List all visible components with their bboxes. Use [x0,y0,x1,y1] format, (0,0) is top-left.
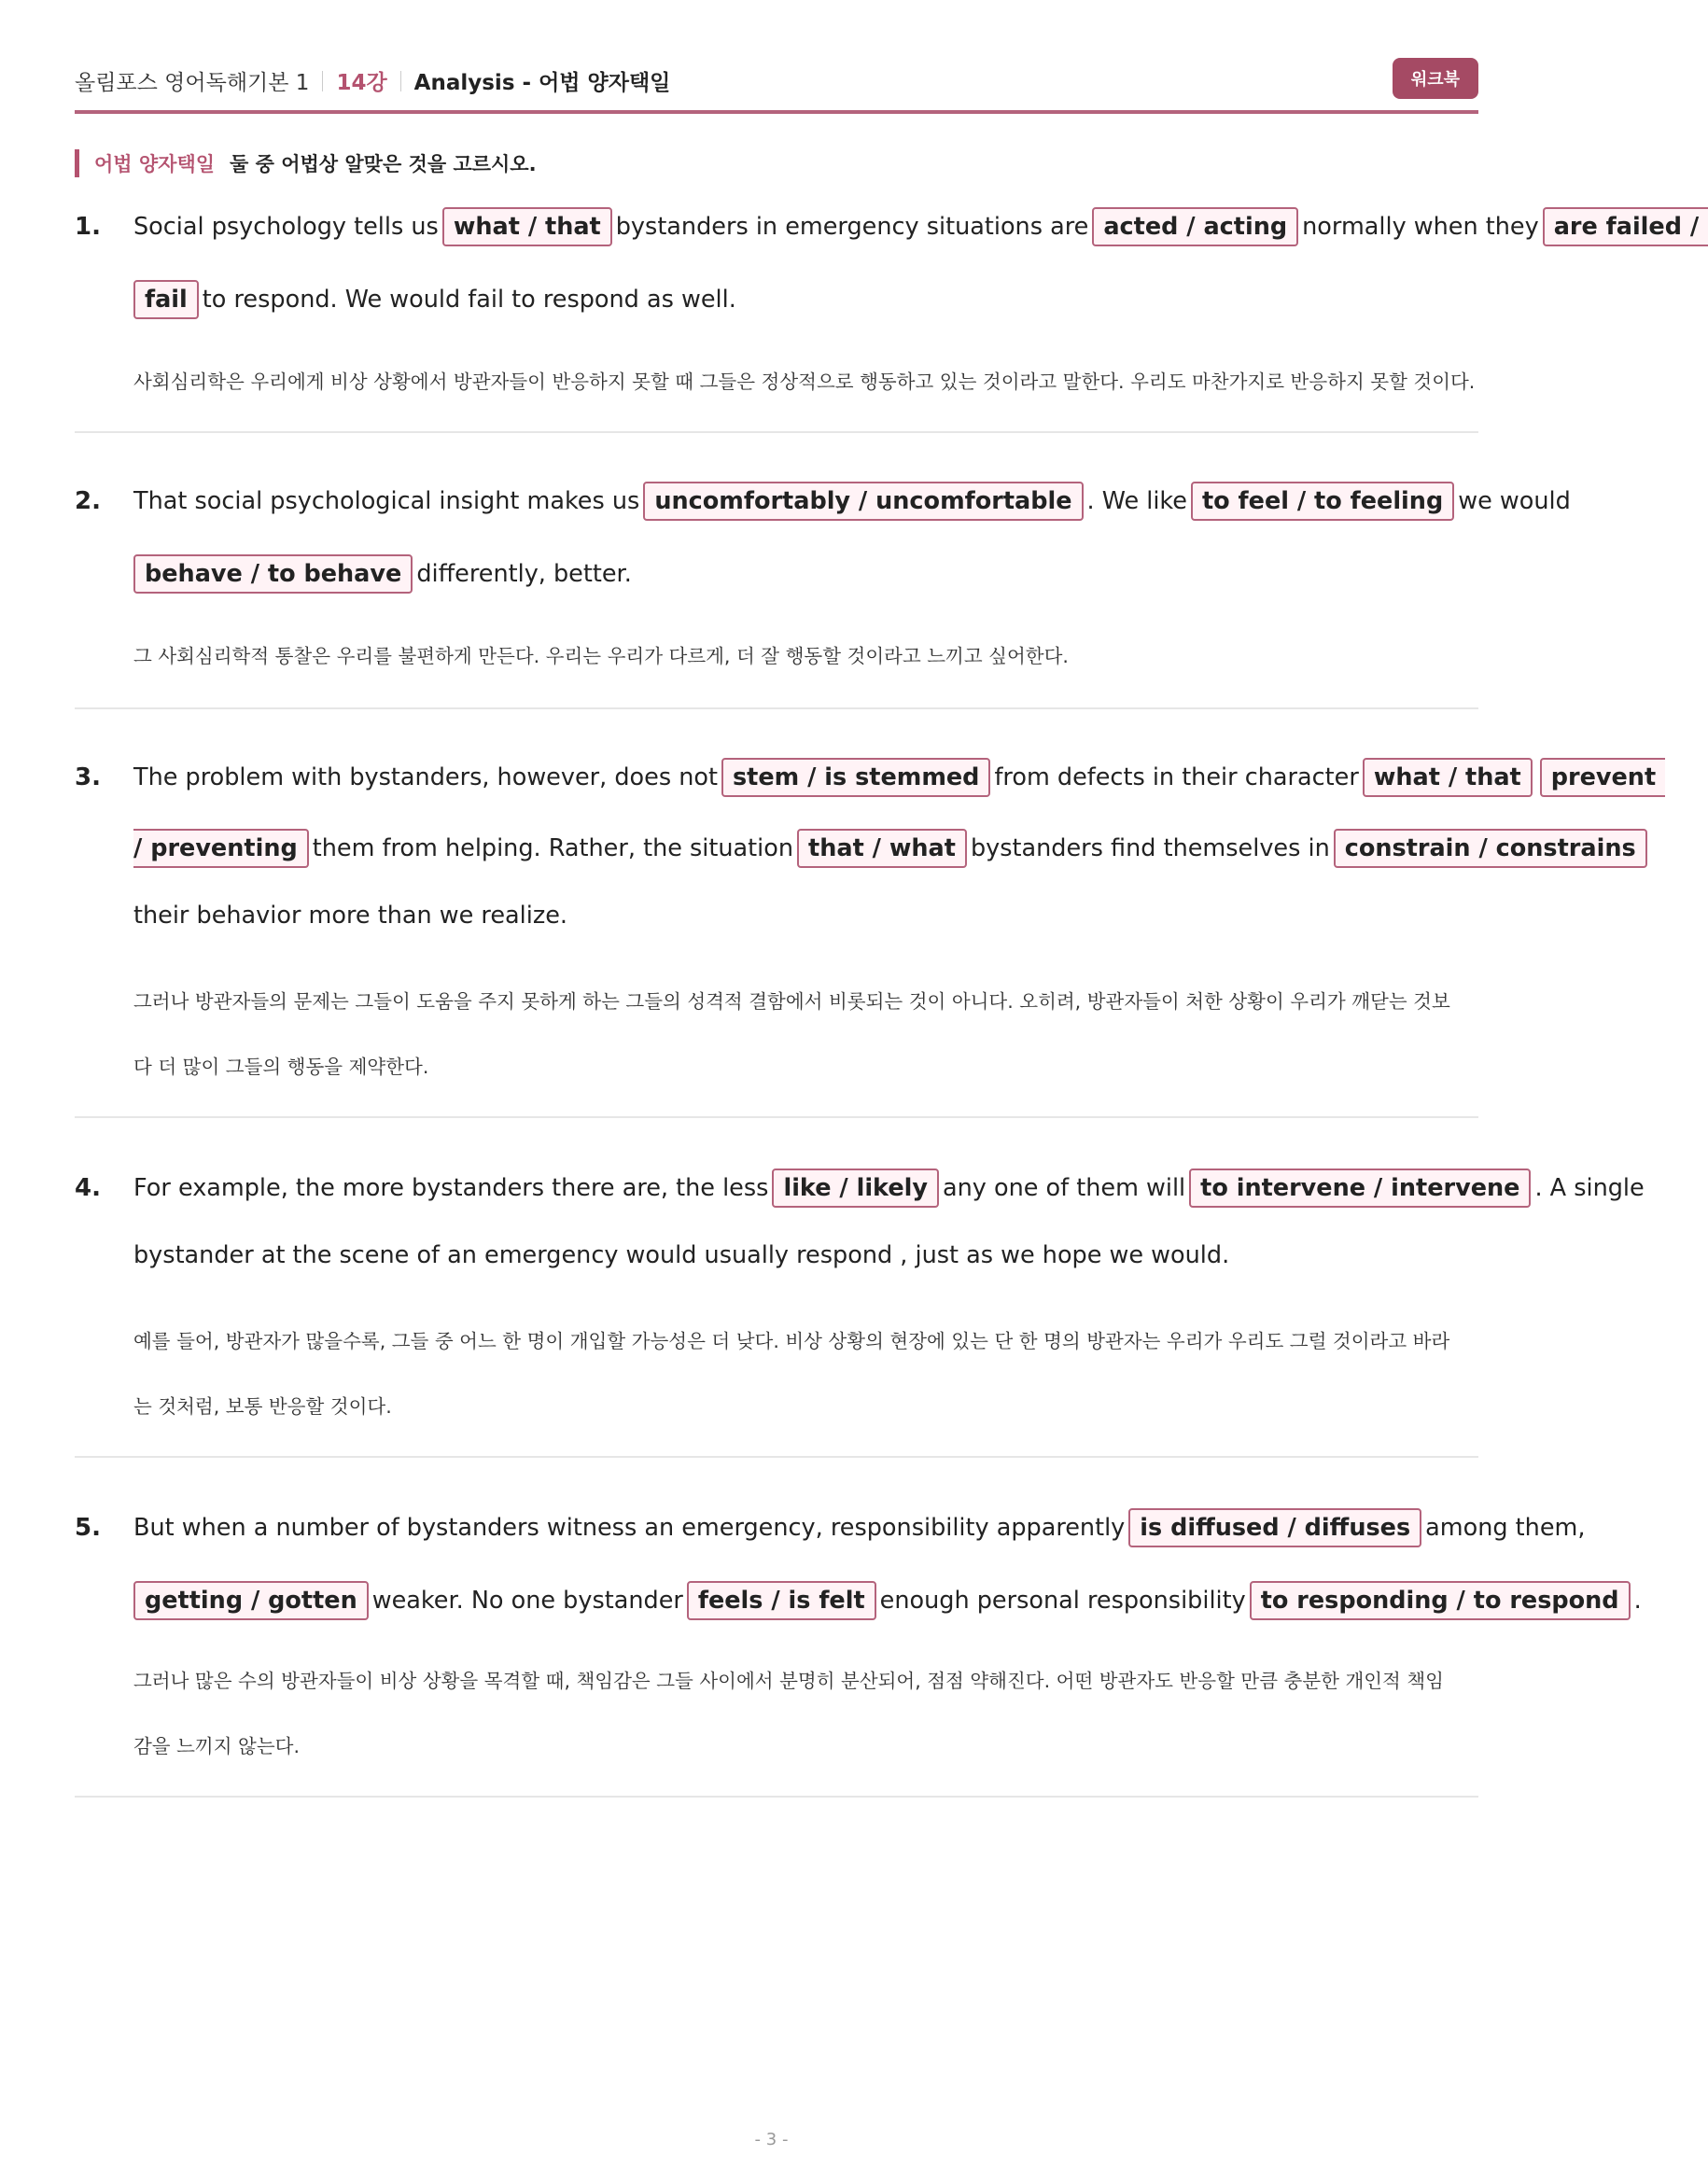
question-line [133,1581,1642,1620]
choice-box[interactable]: prevent [1540,758,1665,797]
korean-translation: 감을 느끼지 않는다. [133,1735,300,1757]
choice-box[interactable]: is diffused / diffuses [1128,1508,1421,1547]
sentence-text: bystanders find themselves in [970,834,1330,862]
sentence-text: weaker. No one bystander [371,1587,683,1615]
question-line [133,280,736,319]
choice-box[interactable]: what / that [1363,758,1533,797]
question-divider [75,431,1478,433]
sentence-text: normally when they [1302,213,1539,241]
sentence-text: among them, [1425,1514,1586,1542]
sentence-text: That social psychological insight makes us [133,487,640,515]
question-line [133,758,1665,797]
korean-translation: 사회심리학은 우리에게 비상 상황에서 방관자들이 반응하지 못할 때 그들은 정상적으로 행동하고 있는 것이라고 말한다. 우리도 마찬가지로 반응하지 못할 것이다. [133,371,1476,393]
choice-box[interactable]: to responding / to respond [1250,1581,1631,1620]
choice-box[interactable]: fail [133,280,199,319]
choice-box[interactable]: constrain / constrains [1334,829,1647,868]
choice-box[interactable]: acted / acting [1092,207,1298,246]
question-number: 5. [75,1514,101,1542]
sentence-text: differently, better. [416,560,632,588]
sentence-text: But when a number of bystanders witness an emergency, responsibility apparently [133,1514,1126,1542]
choice-box[interactable]: that / what [797,829,967,868]
korean-translation: 그러나 방관자들의 문제는 그들이 도움을 주지 못하게 하는 그들의 성격적 결함에서 비롯되는 것이 아니다. 오히려, 방관자들이 처한 상황이 우리가 깨닫는 것보 [133,990,1450,1013]
page-header [75,58,1478,105]
sentence-text: . We like [1086,487,1187,515]
header-separator [400,71,401,91]
instruction [75,149,537,177]
sentence-text: enough personal responsibility [879,1587,1246,1615]
instruction-type: 어법 양자택일 [94,153,216,175]
korean-translation: 그 사회심리학적 통찰은 우리를 불편하게 만든다. 우리는 우리가 다르게, 더 잘 행동할 것이라고 느끼고 싶어한다. [133,645,1069,667]
choice-box[interactable]: to intervene / intervene [1189,1168,1531,1208]
sentence-text: bystander at the scene of an emergency would usually respond , just as we hope we would. [133,1241,1230,1269]
question-line [133,1241,1229,1269]
choice-box[interactable]: / preventing [133,829,309,868]
sentence-text: from defects in their character [994,763,1359,791]
sentence-text: bystanders in emergency situations are [615,213,1089,241]
question-number: 3. [75,763,101,791]
question-line [133,902,567,930]
choice-box[interactable]: what / that [442,207,612,246]
question-line [133,1168,1645,1208]
section-title: Analysis - 어법 양자택일 [413,71,671,95]
choice-box[interactable]: feels / is felt [687,1581,876,1620]
question-divider [75,707,1478,709]
header-rule [75,110,1478,114]
sentence-text: . A single [1534,1174,1645,1202]
sentence-text: to respond. We would fail to respond as well. [202,286,736,314]
question-line [133,207,1708,246]
question-line [133,554,632,594]
header-left [75,65,670,96]
question-line [133,482,1571,521]
question-divider [75,1116,1478,1118]
sentence-text: their behavior more than we realize. [133,902,568,930]
book-title: 올림포스 영어독해기본 1 [75,71,310,95]
choice-box[interactable]: stem / is stemmed [721,758,990,797]
workbook-badge: 워크북 [1393,58,1478,99]
question-divider [75,1796,1478,1798]
choice-box[interactable]: uncomfortably / uncomfortable [643,482,1083,521]
instruction-text: 둘 중 어법상 알맞은 것을 고르시오. [230,153,537,175]
question-number: 4. [75,1174,101,1202]
page-number: - 3 - [754,2130,789,2149]
question-number: 2. [75,487,101,515]
question-divider [75,1456,1478,1458]
sentence-text: The problem with bystanders, however, does not [133,763,718,791]
choice-box[interactable]: like / likely [772,1168,939,1208]
korean-translation: 다 더 많이 그들의 행동을 제약한다. [133,1056,429,1078]
sentence-text: we would [1458,487,1571,515]
question-line [133,1508,1585,1547]
korean-translation: 는 것처럼, 보통 반응할 것이다. [133,1395,392,1418]
sentence-text: For example, the more bystanders there are, the less [133,1174,769,1202]
question-number: 1. [75,213,101,241]
korean-translation: 예를 들어, 방관자가 많을수록, 그들 중 어느 한 명이 개입할 가능성은 더 낮다. 비상 상황의 현장에 있는 단 한 명의 방관자는 우리가 우리도 그럴 것이라고 바라 [133,1330,1450,1352]
choice-box[interactable]: behave / to behave [133,554,413,594]
question-line [133,829,1651,868]
sentence-text: Social psychology tells us [133,213,439,241]
korean-translation: 그러나 많은 수의 방관자들이 비상 상황을 목격할 때, 책임감은 그들 사이에서 분명히 분산되어, 점점 약해진다. 어떤 방관자도 반응할 만큼 충분한 개인적 책임 [133,1670,1444,1692]
sentence-text: any one of them will [943,1174,1186,1202]
lesson-number: 14강 [336,71,387,95]
sentence-text: . [1633,1587,1642,1615]
choice-box[interactable]: are failed / [1543,207,1708,246]
instruction-bar [75,149,79,177]
header-separator [322,71,323,91]
choice-box[interactable]: getting / gotten [133,1581,369,1620]
choice-box[interactable]: to feel / to feeling [1191,482,1454,521]
sentence-text: them from helping. Rather, the situation [312,834,794,862]
